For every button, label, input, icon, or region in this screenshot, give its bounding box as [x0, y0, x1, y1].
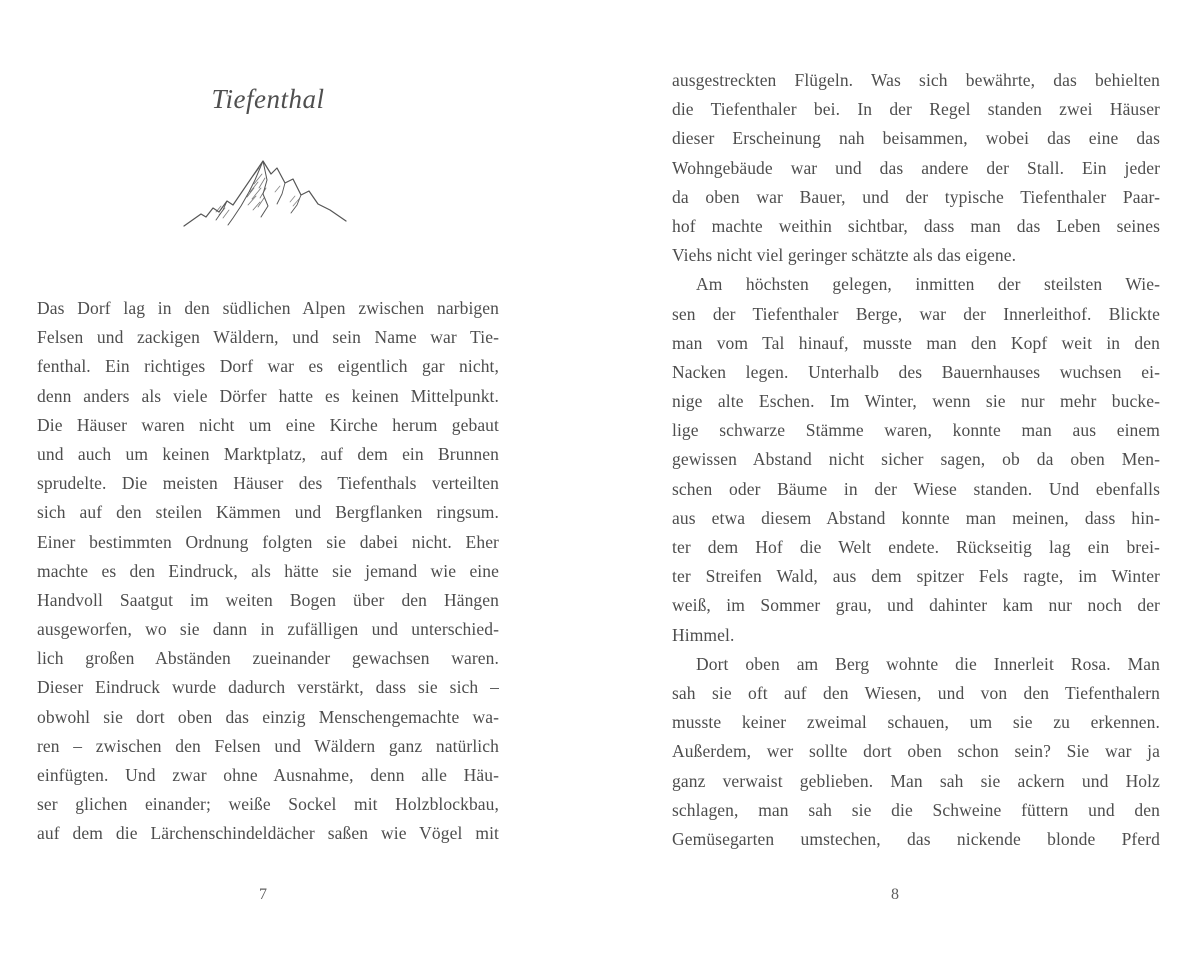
chapter-title: Tiefenthal [211, 84, 325, 114]
text-line: ausgeworfen, wo sie dann in zufälligen und unterschied- [37, 619, 499, 640]
text-line: lige schwarze Stämme waren, konnte man aus einem [672, 420, 1160, 441]
text-line: dieser Erscheinung nah beisammen, wobei das eine das [672, 128, 1160, 149]
text-line: machte es den Eindruck, als hätte sie jemand wie eine [37, 560, 499, 581]
text-line: aus etwa diesem Abstand konnte man meinen, dass hin- [672, 507, 1160, 528]
page-number-right: 8 [891, 886, 899, 903]
mountain-illustration [183, 152, 351, 236]
text-line: ren – zwischen den Felsen und Wäldern ganz natürlich [37, 735, 499, 756]
text-line: man vom Tal hinauf, musste man den Kopf weit in den [672, 332, 1160, 353]
text-line: ter dem Hof die Welt endete. Rückseitig lag ein brei- [672, 537, 1160, 557]
text-line: schlagen, man sah sie die Schweine füttern und den [672, 799, 1160, 820]
text-line: Das Dorf lag in den südlichen Alpen zwischen narbigen [37, 298, 499, 318]
text-line: sprudelte. Die meisten Häuser des Tiefenthals verteilten [37, 473, 499, 494]
text-line: Gemüsegarten umstechen, das nickende blonde Pferd [672, 828, 1160, 849]
text-line: Himmel. [672, 624, 735, 645]
text-line: hof machte weithin sichtbar, dass man das Leben seines [672, 215, 1160, 236]
text-line: Felsen und zackigen Wäldern, und sein Name war Tie- [37, 327, 499, 348]
text-line: Wohngebäude war und das andere der Stall. Ein jeder [672, 157, 1160, 178]
text-line: gewissen Abstand nicht sicher sagen, ob da oben Men- [672, 449, 1160, 470]
text-line: ausgestreckten Flügeln. Was sich bewährte, das behielten [672, 70, 1160, 90]
text-line: Die Häuser waren nicht um eine Kirche herum gebaut [37, 414, 499, 435]
text-line: schen oder Bäume in der Wiese standen. Und ebenfalls [672, 478, 1160, 499]
mountain-sketch-icon [183, 152, 351, 236]
right-page-text [672, 66, 1160, 854]
text-line: nige alte Eschen. Im Winter, wenn sie nur mehr bucke- [672, 391, 1160, 412]
text-line: sich auf den steilen Kämmen und Bergflanken ringsum. [37, 502, 499, 523]
text-line: Einer bestimmten Ordnung folgten sie dabei nicht. Eher [37, 531, 499, 552]
text-line: weiß, im Sommer grau, und dahinter kam nur noch der [672, 595, 1160, 616]
text-line: Nacken legen. Unterhalb des Bauernhauses wuchsen ei- [672, 361, 1160, 382]
text-line: Handvoll Saatgut im weiten Bogen über den Hängen [37, 589, 499, 610]
text-line: Dieser Eindruck wurde dadurch verstärkt, dass sie sich – [37, 677, 499, 698]
text-line: die Tiefenthaler bei. In der Regel standen zwei Häuser [672, 99, 1160, 120]
text-line: Viehs nicht viel geringer schätzte als das eigene. [672, 245, 1017, 266]
text-line: Außerdem, wer sollte dort oben schon sein? Sie war ja [672, 741, 1160, 762]
left-page-text [37, 294, 499, 849]
text-line: und auch um keinen Marktplatz, auf dem ein Brunnen [37, 443, 499, 464]
text-line: sah sie oft auf den Wiesen, und von den Tiefenthalern [672, 682, 1160, 703]
text-line: da oben war Bauer, und der typische Tiefenthaler Paar- [672, 186, 1160, 207]
text-line: auf dem die Lärchenschindeldächer saßen wie Vögel mit [37, 823, 499, 844]
text-line: Dort oben am Berg wohnte die Innerleit Rosa. Man [696, 653, 1160, 674]
text-line: ter Streifen Wald, aus dem spitzer Fels ragte, im Winter [672, 566, 1160, 587]
text-line: denn anders als viele Dörfer hatte es keinen Mittelpunkt. [37, 385, 499, 406]
page-number-left: 7 [259, 886, 267, 903]
text-line: musste keiner zweimal schauen, um sie zu erkennen. [672, 712, 1160, 733]
text-line: fenthal. Ein richtiges Dorf war es eigentlich gar nicht, [37, 356, 499, 377]
text-line: Am höchsten gelegen, inmitten der steilsten Wie- [696, 274, 1160, 295]
text-line: lich großen Abständen zueinander gewachsen waren. [37, 648, 499, 669]
text-line: ser glichen einander; weiße Sockel mit Holzblockbau, [37, 794, 499, 815]
text-line: einfügten. Und zwar ohne Ausnahme, denn alle Häu- [37, 765, 499, 785]
text-line: ganz verwaist geblieben. Man sah sie ackern und Holz [672, 770, 1160, 791]
text-line: sen der Tiefenthaler Berge, war der Innerleithof. Blickte [672, 303, 1160, 324]
text-line: obwohl sie dort oben das einzig Menschengemachte wa- [37, 706, 499, 727]
